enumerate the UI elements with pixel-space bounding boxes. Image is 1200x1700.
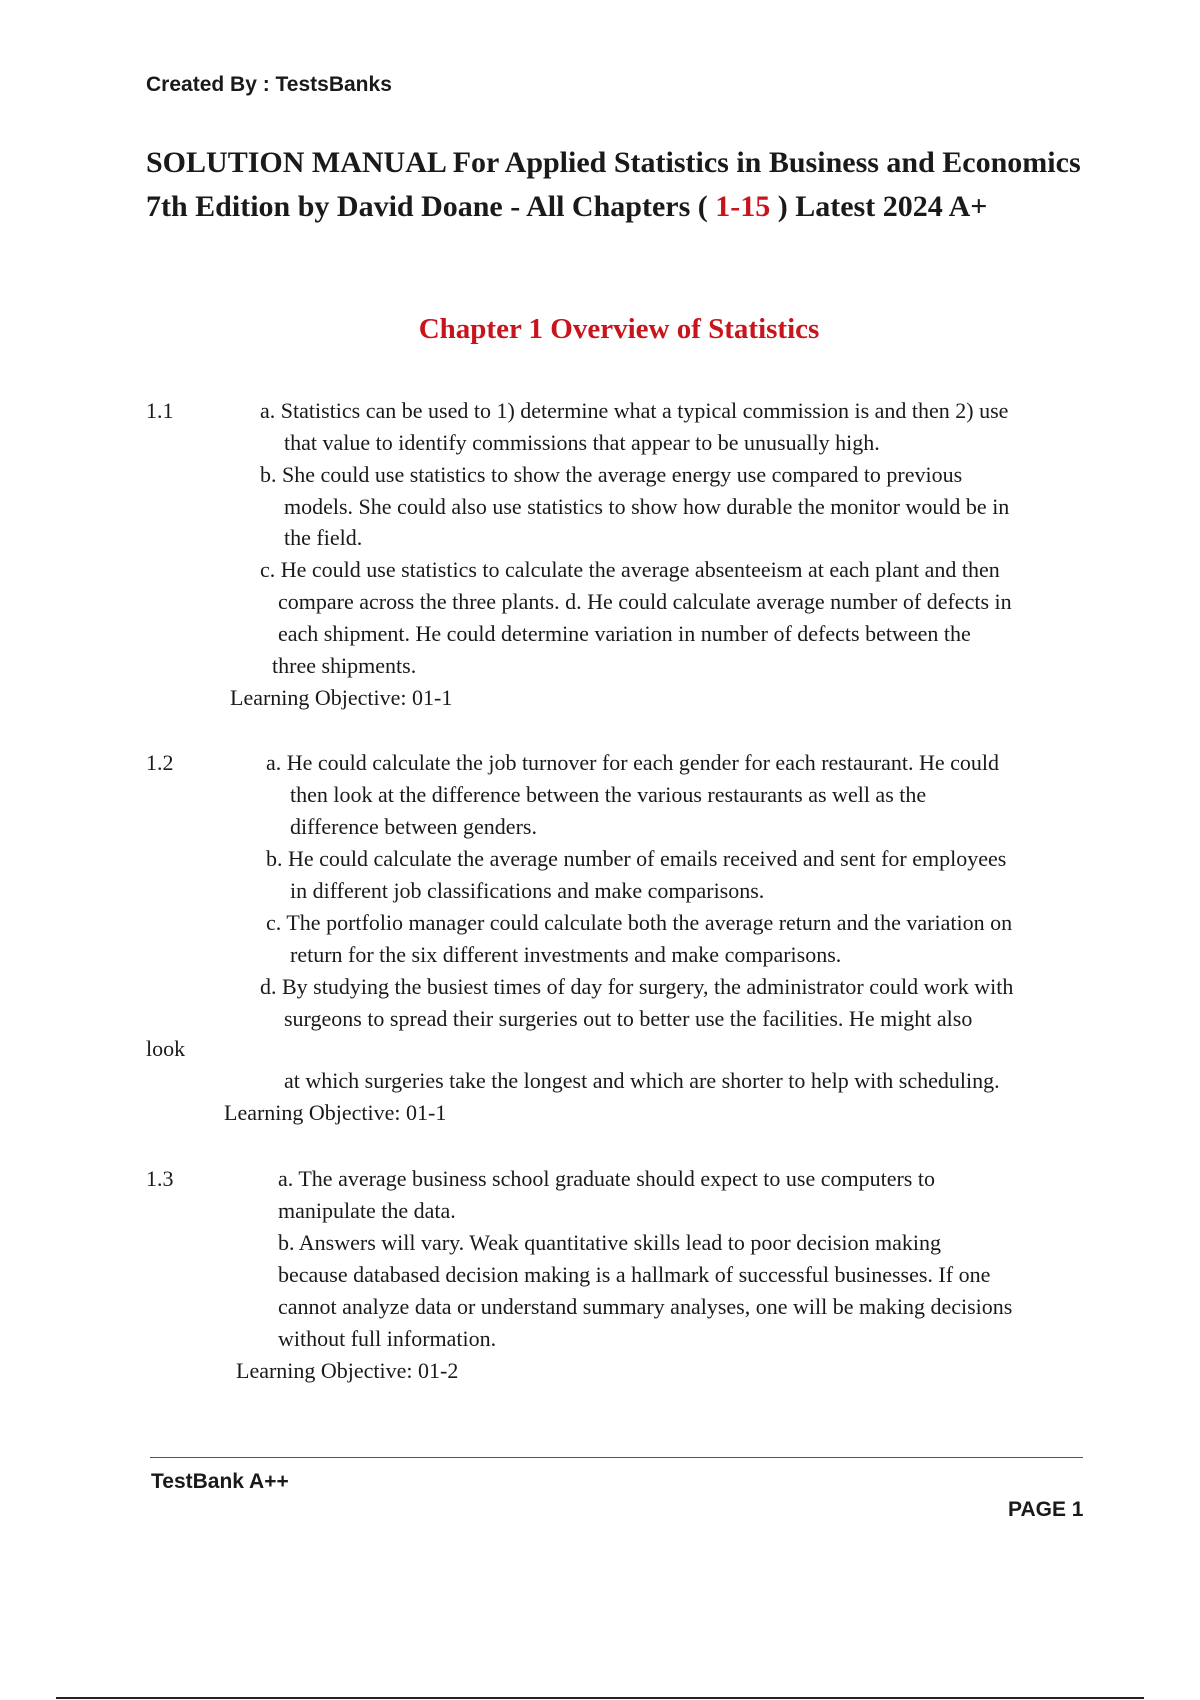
page-number: PAGE 1	[1008, 1498, 1084, 1521]
answer-line: the field.	[284, 525, 363, 550]
answer-line: without full information.	[278, 1326, 497, 1351]
answer-line: cannot analyze data or understand summary analyses, one will be making decisions	[278, 1294, 1013, 1319]
answer-line: b. He could calculate the average number of emails received and sent for employees	[266, 846, 1007, 871]
created-by-header: Created By : TestsBanks	[146, 73, 392, 96]
answer-line: that value to identify commissions that appear to be unusually high.	[284, 430, 880, 455]
learning-objective: Learning Objective: 01-2	[236, 1358, 459, 1383]
answer-line: three shipments.	[272, 653, 417, 678]
footer-brand: TestBank A++	[151, 1470, 289, 1493]
answer-line: b. She could use statistics to show the average energy use compared to previous	[260, 462, 963, 487]
footer-divider	[150, 1457, 1083, 1458]
answer-line: models. She could also use statistics to show how durable the monitor would be in	[284, 494, 1010, 519]
answer-line: b. Answers will vary. Weak quantitative skills lead to poor decision making	[278, 1230, 941, 1255]
answer-line: a. The average business school graduate should expect to use computers to	[278, 1166, 935, 1191]
answer-line: because databased decision making is a hallmark of successful businesses. If one	[278, 1262, 991, 1287]
learning-objective: Learning Objective: 01-1	[230, 685, 453, 710]
answer-line: in different job classifications and make comparisons.	[290, 878, 765, 903]
title-part-1: SOLUTION MANUAL For Applied Statistics in Business and Economics 7th Edition by David Doane - All Chapters (	[146, 146, 1081, 223]
answer-line: return for the six different investments and make comparisons.	[290, 942, 842, 967]
answer-line: manipulate the data.	[278, 1198, 456, 1223]
answer-line: c. He could use statistics to calculate the average absenteeism at each plant and then	[260, 557, 1000, 582]
answer-line: look	[146, 1036, 186, 1061]
answer-line: difference between genders.	[290, 814, 537, 839]
answer-line: surgeons to spread their surgeries out to better use the facilities. He might also	[284, 1006, 973, 1031]
page-bottom-rule	[56, 1697, 1144, 1699]
title-part-2: ) Latest 2024 A+	[770, 190, 988, 223]
answer-line: at which surgeries take the longest and which are shorter to help with scheduling.	[284, 1068, 1000, 1093]
chapter-heading: Chapter 1 Overview of Statistics	[418, 313, 820, 345]
answer-line: a. He could calculate the job turnover for each gender for each restaurant. He could	[266, 750, 999, 775]
answer-line: a. Statistics can be used to 1) determine what a typical commission is and then 2) use	[260, 398, 1009, 423]
answer-line: compare across the three plants. d. He could calculate average number of defects in	[278, 589, 1012, 614]
answer-line: d. By studying the busiest times of day for surgery, the administrator could work with	[260, 974, 1014, 999]
answer-line: then look at the difference between the various restaurants as well as the	[290, 782, 927, 807]
document-title	[146, 141, 1106, 229]
question-number: 1.1	[146, 398, 174, 423]
answer-line: each shipment. He could determine variation in number of defects between the	[278, 621, 971, 646]
question-number: 1.2	[146, 750, 174, 775]
learning-objective: Learning Objective: 01-1	[224, 1100, 447, 1125]
answer-line: c. The portfolio manager could calculate both the average return and the variation on	[266, 910, 1013, 935]
question-number: 1.3	[146, 1166, 174, 1191]
title-chapter-range: 1-15	[715, 190, 771, 223]
